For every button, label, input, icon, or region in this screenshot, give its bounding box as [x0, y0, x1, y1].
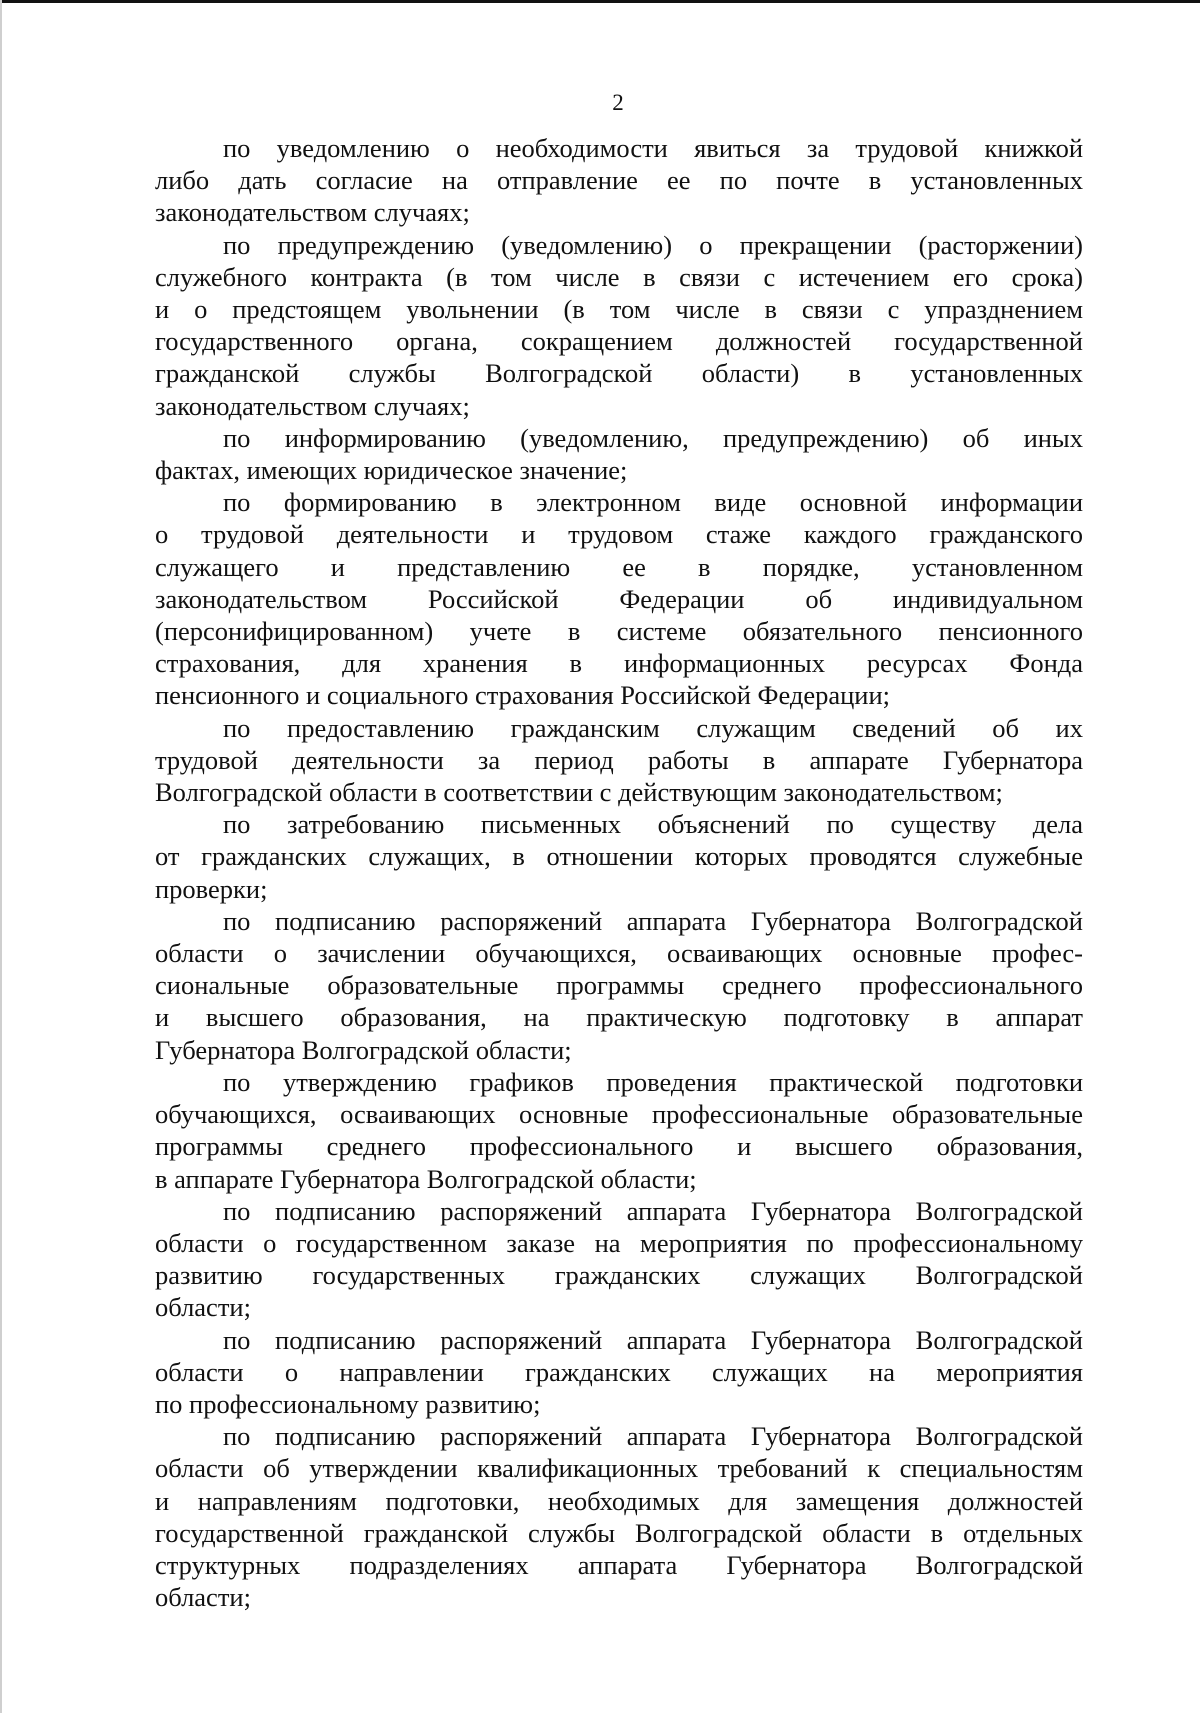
text-line: законодательством случаях; — [155, 197, 470, 228]
text-line: либо дать согласие на отправление ее по почте в установленных — [155, 165, 1083, 196]
text-line: пенсионного и социального страхования Российской Федерации; — [155, 680, 891, 711]
document-body — [155, 132, 1083, 1613]
text-line: программы среднего профессионального и высшего образования, — [155, 1131, 1083, 1162]
text-line: области; — [155, 1292, 251, 1323]
text-line: по профессиональному развитию; — [155, 1388, 541, 1419]
text-line: от гражданских служащих, в отношении которых проводятся служебные — [155, 841, 1083, 872]
text-line: о трудовой деятельности и трудовом стаже каждого гражданского — [155, 519, 1083, 550]
text-line: структурных подразделениях аппарата Губернатора Волгоградской — [155, 1549, 1083, 1580]
text-line: фактах, имеющих юридическое значение; — [155, 455, 628, 486]
text-line: по предоставлению гражданским служащим сведений об их — [223, 712, 1083, 743]
text-line: области о государственном заказе на мероприятия по профессиональному — [155, 1227, 1083, 1258]
text-line: области о направлении гражданских служащих на мероприятия — [155, 1356, 1083, 1387]
text-line: и направлениям подготовки, необходимых для замещения должностей — [155, 1485, 1083, 1516]
paragraph — [155, 486, 1083, 711]
text-line: трудовой деятельности за период работы в аппарате Губернатора — [155, 744, 1083, 775]
text-line: по формированию в электронном виде основной информации — [223, 487, 1083, 518]
paragraph — [155, 132, 1083, 229]
text-line: обучающихся, осваивающих основные профессиональные образовательные — [155, 1099, 1083, 1130]
text-line: Губернатора Волгоградской области; — [155, 1034, 572, 1065]
text-line: области о зачислении обучающихся, осваивающих основные профес- — [155, 938, 1083, 969]
paragraph — [155, 808, 1083, 905]
text-line: сиональные образовательные программы среднего профессионального — [155, 970, 1083, 1001]
text-line: области; — [155, 1582, 251, 1613]
text-line: в аппарате Губернатора Волгоградской области; — [155, 1163, 697, 1194]
text-line: по уведомлению о необходимости явиться за трудовой книжкой — [223, 133, 1083, 163]
text-line: государственной гражданской службы Волгоградской области в отдельных — [155, 1517, 1083, 1548]
text-line: по затребованию письменных объяснений по существу дела — [223, 809, 1083, 840]
text-line: развитию государственных гражданских служащих Волгоградской — [155, 1260, 1083, 1291]
text-line: по подписанию распоряжений аппарата Губернатора Волгоградской — [223, 905, 1083, 936]
text-line: законодательством случаях; — [155, 390, 470, 421]
paragraph — [155, 905, 1083, 1066]
paragraph — [155, 712, 1083, 809]
text-line: законодательством Российской Федерации об индивидуальном — [155, 583, 1083, 614]
text-line: области об утверждении квалификационных требований к специальностям — [155, 1453, 1083, 1484]
paragraph — [155, 1420, 1083, 1613]
scan-left-edge — [0, 0, 2, 1713]
text-line: и о предстоящем увольнении (в том числе в связи с упразднением — [155, 294, 1083, 325]
page-number: 2 — [612, 90, 624, 115]
text-line: служебного контракта (в том числе в связи с истечением его срока) — [155, 261, 1083, 292]
text-line: по информированию (уведомлению, предупреждению) об иных — [223, 422, 1083, 453]
paragraph — [155, 1195, 1083, 1324]
paragraph — [155, 422, 1083, 486]
text-line: по подписанию распоряжений аппарата Губернатора Волгоградской — [223, 1421, 1083, 1452]
text-line: Волгоградской области в соответствии с действующим законодательством; — [155, 777, 1003, 808]
text-line: по утверждению графиков проведения практической подготовки — [223, 1066, 1083, 1097]
text-line: и высшего образования, на практическую подготовку в аппарат — [155, 1002, 1083, 1033]
paragraph — [155, 229, 1083, 422]
text-line: проверки; — [155, 873, 268, 904]
text-line: служащего и представлению ее в порядке, установленном — [155, 551, 1083, 582]
text-line: по подписанию распоряжений аппарата Губернатора Волгоградской — [223, 1324, 1083, 1355]
text-line: гражданской службы Волгоградской области) в установленных — [155, 358, 1083, 389]
paragraph — [155, 1066, 1083, 1195]
text-line: по подписанию распоряжений аппарата Губернатора Волгоградской — [223, 1195, 1083, 1226]
text-line: по предупреждению (уведомлению) о прекращении (расторжении) — [223, 229, 1083, 260]
text-line: государственного органа, сокращением должностей государственной — [155, 326, 1083, 357]
text-line: страхования, для хранения в информационных ресурсах Фонда — [155, 648, 1083, 679]
paragraph — [155, 1324, 1083, 1421]
scan-top-edge — [0, 0, 1200, 3]
text-line: (персонифицированном) учете в системе обязательного пенсионного — [155, 616, 1083, 647]
